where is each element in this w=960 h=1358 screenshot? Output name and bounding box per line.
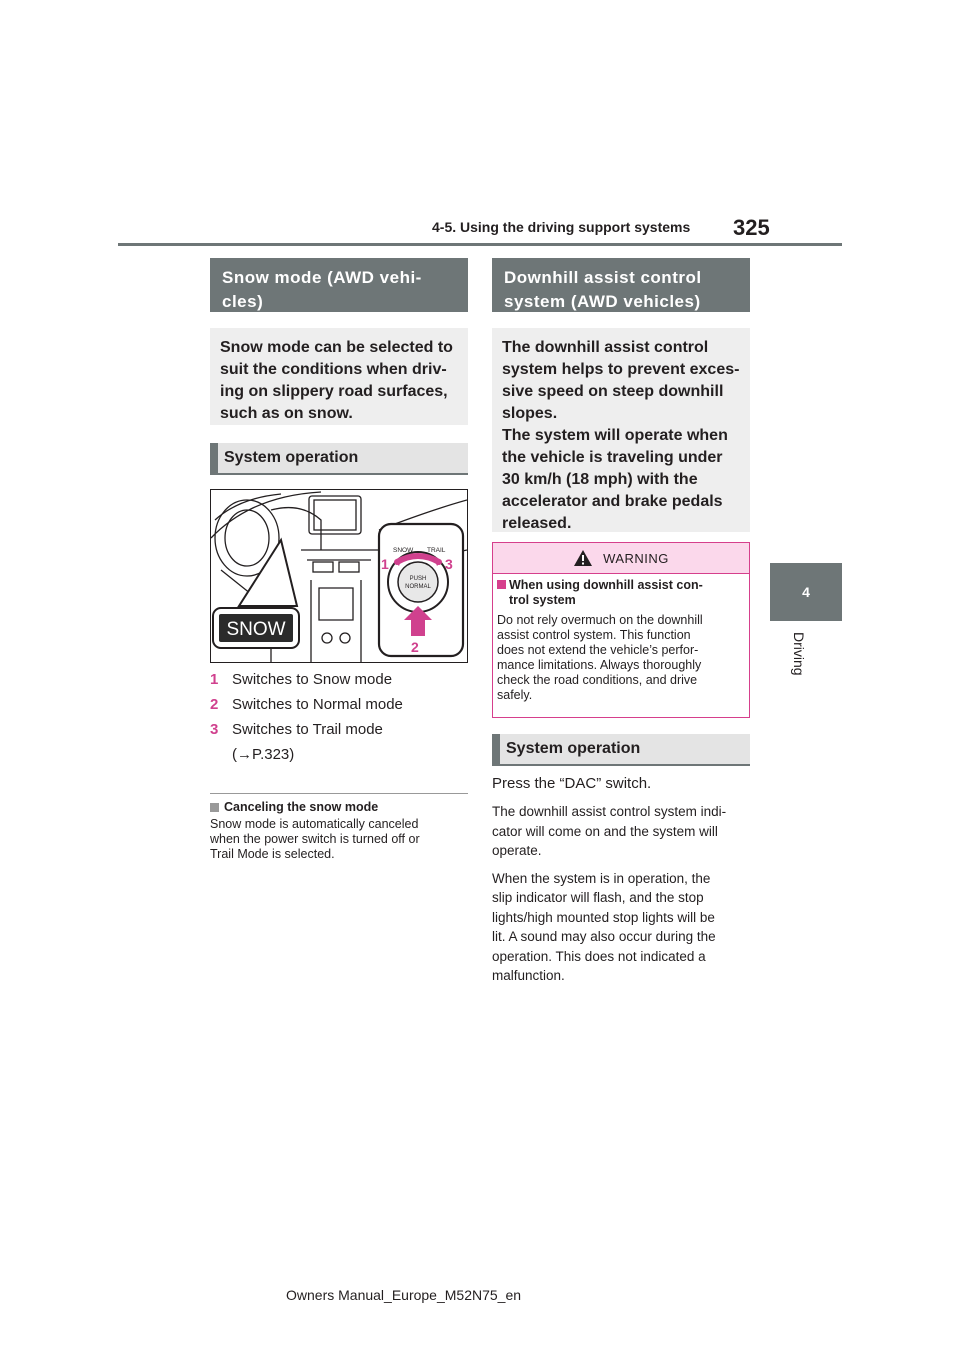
snow-mode-title: Snow mode (AWD vehi- cles) [210, 258, 468, 312]
bullet-square-icon [497, 580, 506, 589]
downhill-assist-intro: The downhill assist control system helps to prevent exces- sive speed on steep downhill slopes. The system will operate when the vehicle is traveling under 30 km/h (18 mph) with the accelerator and brake pedals released. [492, 328, 750, 532]
dial-label-snow: SNOW [393, 547, 414, 554]
page-number: 325 [733, 215, 770, 240]
snow-callout-label: SNOW [226, 619, 286, 640]
page-reference-link[interactable]: (→P.323) [232, 746, 295, 763]
press-dac-instruction: Press the “DAC” switch. [492, 775, 652, 792]
step-item [210, 667, 468, 692]
warning-header [493, 543, 749, 574]
button-label-push: PUSH [409, 576, 427, 582]
snow-mode-figure [210, 489, 468, 663]
step-text: Switches to Snow mode [232, 671, 393, 688]
warning-label: WARNING [603, 550, 669, 566]
step-text: Switches to Normal mode [232, 696, 403, 713]
downhill-system-operation-heading: System operation [492, 734, 750, 766]
dashboard-illustration [211, 490, 467, 662]
step-item [210, 717, 468, 742]
right-column [492, 258, 750, 986]
chapter-label: Driving [791, 632, 807, 676]
snow-mode-intro: Snow mode can be selected to suit the conditions when driv- ing on slippery road surfaces, such as on snow. [210, 328, 468, 425]
warning-box [492, 542, 750, 718]
step-number: 1 [210, 671, 219, 688]
bullet-square-icon [210, 803, 219, 812]
marker-3: 3 [445, 556, 453, 572]
warning-text: Do not rely overmuch on the downhill assist control system. This function does not extend the vehicle’s perfor- mance limitations. Always thoroughly check the road conditions, and drive safely. [497, 613, 703, 702]
step-number: 3 [210, 721, 219, 738]
warning-subheading [497, 578, 743, 608]
canceling-heading-text: Canceling the snow mode [224, 800, 379, 814]
warning-triangle-icon [573, 549, 593, 567]
canceling-heading [210, 800, 468, 814]
chapter-number: 4 [802, 584, 810, 600]
step-number: 2 [210, 696, 219, 713]
footer-document-id: Owners Manual_Europe_M52N75_en [286, 1287, 522, 1303]
downhill-assist-title: Downhill assist control system (AWD vehicles) [492, 258, 750, 312]
button-label-normal: NORMAL [405, 584, 431, 590]
marker-2: 2 [411, 639, 419, 655]
step-item [210, 692, 468, 717]
header-divider [118, 243, 842, 246]
system-operation-heading: System operation [210, 443, 468, 475]
warning-subheading-text: When using downhill assist con- trol system [509, 578, 703, 607]
operation-paragraph: When the system is in operation, the slip indicator will flash, and the stop lights/high mounted stop lights will be lit. A sound may also occur during the operation. This does not indicated a malfunction. [492, 870, 716, 983]
marker-1: 1 [381, 556, 389, 572]
section-title: 4-5. Using the driving support systems [432, 219, 691, 235]
dial-label-trail: TRAIL [427, 547, 446, 554]
chapter-tab[interactable] [770, 563, 842, 621]
left-column [210, 258, 468, 862]
warning-body [493, 574, 749, 709]
step-text: Switches to Trail mode [232, 721, 383, 738]
indicator-paragraph: The downhill assist control system indi- cator will come on and the system will operate. [492, 804, 727, 858]
canceling-text: Snow mode is automatically canceled when the power switch is turned off or Trail Mode is selected. [210, 817, 420, 861]
